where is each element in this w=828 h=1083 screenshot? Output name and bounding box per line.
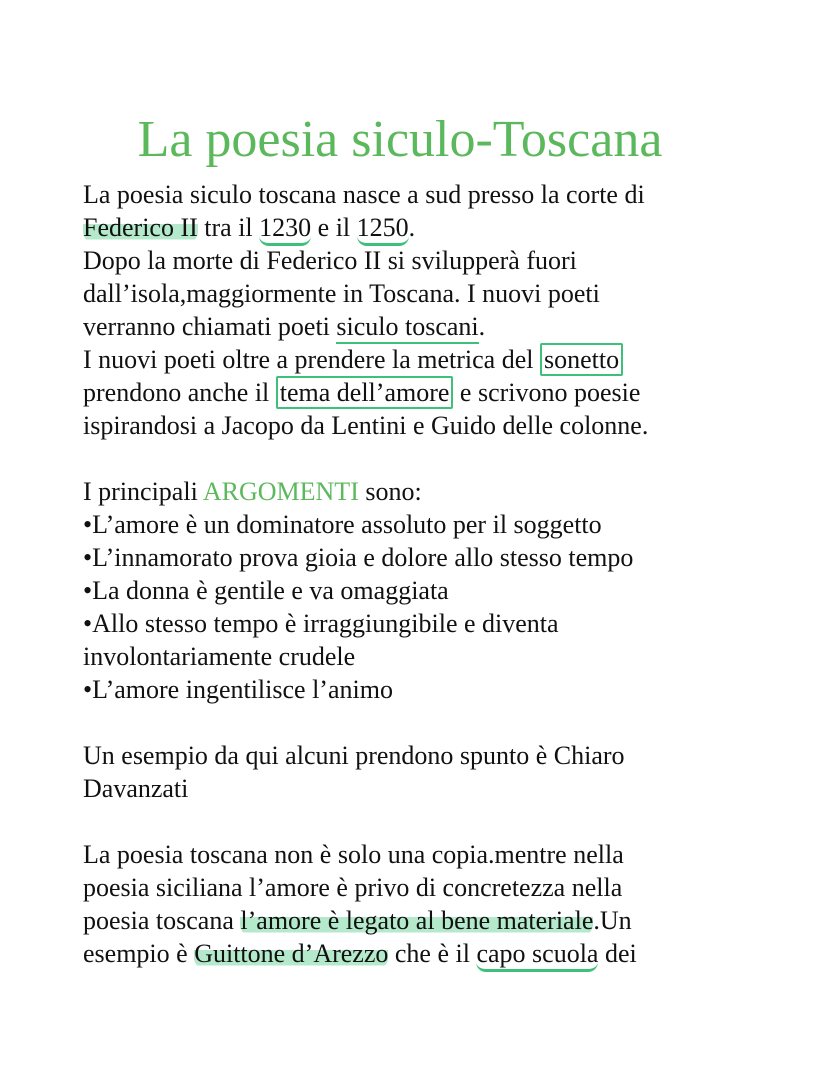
text: tra il — [197, 213, 260, 242]
text: involontariamente crudele — [83, 642, 356, 671]
text-line — [83, 211, 783, 244]
list-item — [83, 541, 783, 574]
list-item-continuation — [83, 640, 783, 673]
highlight-federico: Federico II — [83, 213, 198, 242]
text: •L’amore è un dominatore assoluto per il soggetto — [83, 510, 602, 539]
boxed-tema-amore: tema dell’amore — [276, 376, 454, 409]
text: Un esempio da qui alcuni prendono spunto è Chiaro — [83, 741, 625, 770]
text-line — [83, 937, 783, 970]
text: dei — [598, 939, 637, 968]
list-item — [83, 574, 783, 607]
underline-capo-scuola: capo scuola — [476, 939, 598, 972]
text-line — [83, 838, 783, 871]
text: Dopo la morte di Federico II si svilupperà fuori — [83, 246, 577, 275]
text: •L’innamorato prova gioia e dolore allo stesso tempo — [83, 543, 634, 572]
paragraph-gap — [83, 442, 783, 475]
document-body — [83, 178, 783, 970]
text: e il — [311, 213, 357, 242]
text: •Allo stesso tempo è irraggiungibile e diventa — [83, 609, 559, 638]
text: .Un — [593, 906, 632, 935]
text-line — [83, 343, 783, 376]
text: dall’isola,maggiormente in Toscana. I nuovi poeti — [83, 279, 600, 308]
list-item — [83, 673, 783, 706]
text: I nuovi poeti oltre a prendere la metrica del — [83, 345, 540, 374]
text: prendono anche il — [83, 378, 276, 407]
text-line — [83, 904, 783, 937]
text: esempio è — [83, 939, 195, 968]
paragraph-gap — [83, 706, 783, 739]
underline-year-1230: 1230 — [259, 213, 311, 246]
text: La poesia toscana non è solo una copia.mentre nella — [83, 840, 624, 869]
highlight-amore-bene-materiale: l’amore è legato al bene materiale — [240, 906, 594, 935]
text: Davanzati — [83, 774, 189, 803]
boxed-sonetto: sonetto — [540, 343, 623, 376]
underline-siculo-toscani: siculo toscani — [336, 312, 478, 344]
text: sono: — [358, 477, 422, 506]
paragraph-gap — [83, 805, 783, 838]
text-line — [83, 409, 783, 442]
text-line — [83, 739, 783, 772]
text: . — [478, 312, 486, 341]
text-line — [83, 277, 783, 310]
text-line — [83, 772, 783, 805]
text: I principali — [83, 477, 203, 506]
underline-year-1250: 1250 — [357, 213, 409, 246]
list-item — [83, 508, 783, 541]
text-line — [83, 244, 783, 277]
text-line — [83, 310, 783, 343]
text: che è il — [388, 939, 477, 968]
text: e scrivono poesie — [453, 378, 641, 407]
page-title: La poesia siculo-Toscana — [137, 111, 663, 168]
text-line — [83, 178, 783, 211]
text: La poesia siculo toscana nasce a sud presso la corte di — [83, 180, 645, 209]
text: •L’amore ingentilisce l’animo — [83, 675, 393, 704]
list-item — [83, 607, 783, 640]
text: •La donna è gentile e va omaggiata — [83, 576, 449, 605]
text: poesia toscana — [83, 906, 241, 935]
text: . — [408, 213, 416, 242]
keyword-argomenti: ARGOMENTI — [202, 477, 359, 506]
text: poesia siciliana l’amore è privo di concretezza nella — [83, 873, 623, 902]
text-line — [83, 376, 783, 409]
text: ispirandosi a Jacopo da Lentini e Guido delle colonne. — [83, 411, 649, 440]
text-line — [83, 871, 783, 904]
highlight-guittone: Guittone d’Arezzo — [194, 939, 389, 968]
text: verranno chiamati poeti — [83, 312, 337, 341]
arguments-heading — [83, 475, 783, 508]
